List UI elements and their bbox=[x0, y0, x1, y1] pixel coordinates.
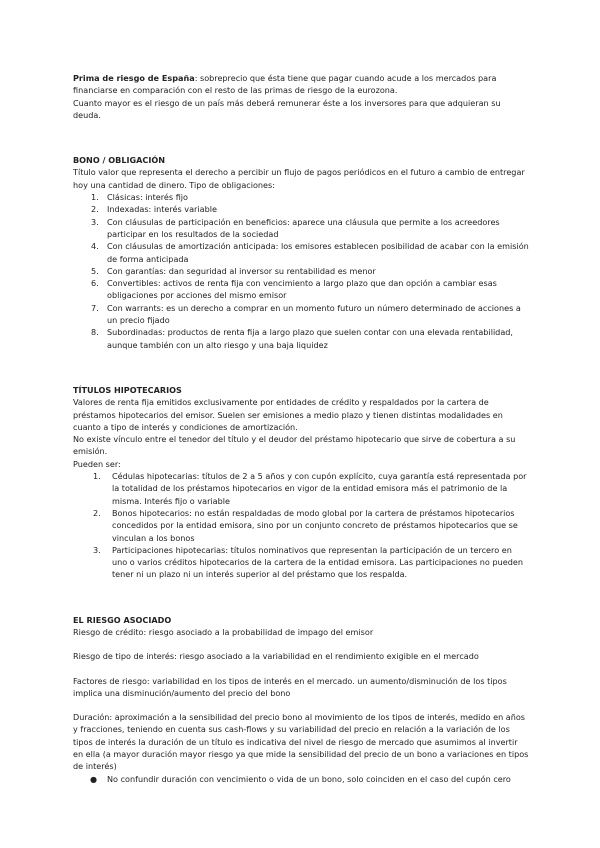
list-item-text: Bonos hipotecarios: no están respaldadas de modo global por la cartera de préstamos hipotecarios concedidos por la entidad emisora, sino por un conjunto concreto de préstamos hipotecarios que se vinculan a los bonos bbox=[112, 507, 518, 543]
list-item-text: Participaciones hipotecarias: títulos nominativos que representan la participación de un tercero en uno o varios créditos hipotecarios de la cartera de la entidad emisora. Las participaciones no pueden tener ni un plazo ni un interés superior al del préstamo que los respalda. bbox=[112, 544, 523, 580]
list-number: 2. bbox=[91, 204, 99, 215]
list-item bbox=[73, 203, 529, 215]
list-item bbox=[73, 326, 529, 351]
list-number: 6. bbox=[91, 278, 99, 289]
section-title-bono: BONO / OBLIGACIÓN bbox=[73, 155, 166, 166]
list-item bbox=[73, 470, 529, 507]
list-item-text: Con cláusulas de amortización anticipada: los emisores establecen posibilidad de acabar con la emisión de forma anticipada bbox=[107, 241, 529, 264]
list-number: 3. bbox=[91, 216, 99, 227]
list-item-text: No confundir duración con vencimiento o vida de un bono, solo coinciden en el caso del cupón cero bbox=[107, 773, 511, 784]
list-item-text: Convertibles: activos de renta fija con vencimiento a largo plazo que dan opción a cambiar esas obligaciones por acciones del mismo emisor bbox=[107, 278, 497, 301]
list-item-text: Con garantías: dan seguridad al inversor su rentabilidad es menor bbox=[107, 265, 376, 276]
list-item-text: Clásicas: interés fijo bbox=[107, 192, 189, 203]
section-title-titulos: TÍTULOS HIPOTECARIOS bbox=[73, 384, 182, 395]
section-title-riesgo: EL RIESGO ASOCIADO bbox=[73, 614, 172, 625]
list-item-text: Con warrants: es un derecho a comprar en un momento futuro un número determinado de acciones a un precio fijado bbox=[107, 302, 521, 326]
spacer bbox=[73, 351, 529, 384]
list-item-text: Con cláusulas de participación en beneficios: aparece una cláusula que permite a los acreedores participar en los resultados de la sociedad bbox=[107, 216, 500, 239]
intro-extra: Cuanto mayor es el riesgo de un país más deberá remunerar éste a los inversores para que adquieran su deuda. bbox=[73, 97, 501, 120]
list-item bbox=[73, 216, 529, 241]
spacer bbox=[73, 581, 529, 614]
spacer bbox=[73, 638, 529, 650]
list-item-text: Indexadas: interés variable bbox=[107, 204, 217, 215]
document-body bbox=[73, 72, 529, 785]
intro-definition: : sobreprecio que ésta tiene que pagar cuando acude a los mercados para financiarse en comparación con el resto de las primas de riesgo de la eurozona. bbox=[73, 73, 497, 96]
list-number: 2. bbox=[93, 507, 101, 518]
list-item bbox=[73, 277, 529, 302]
bullet-icon: ● bbox=[90, 773, 98, 784]
list-number: 1. bbox=[93, 471, 101, 482]
intro-term: Prima de riesgo de España bbox=[73, 73, 195, 83]
list-item bbox=[73, 773, 529, 785]
spacer bbox=[73, 699, 529, 711]
spacer bbox=[73, 663, 529, 675]
bono-description: Título valor que representa el derecho a percibir un flujo de pagos periódicos en el futuro a cambio de entregar hoy una cantidad de dinero. Tipo de obligaciones: bbox=[73, 167, 525, 190]
titulos-paragraph-3: Pueden ser: bbox=[73, 458, 121, 469]
spacer bbox=[73, 121, 529, 154]
list-number: 7. bbox=[91, 302, 99, 313]
bono-types-list bbox=[73, 191, 529, 351]
list-item bbox=[73, 265, 529, 277]
list-item-text: Cédulas hipotecarias: títulos de 2 a 5 años y con cupón explícito, cuya garantía está representada por la totalidad de los préstamos hipotecarios en vigor de la entidad emisora más el patrimonio de la misma. Interés fijo o variable bbox=[112, 471, 527, 506]
list-item bbox=[73, 240, 529, 265]
riesgo-tipo-interes: Riesgo de tipo de interés: riesgo asociado a la variabilidad en el rendimiento exigible en el mercado bbox=[73, 651, 479, 662]
riesgo-credito: Riesgo de crédito: riesgo asociado a la probabilidad de impago del emisor bbox=[73, 626, 374, 637]
list-item bbox=[73, 544, 529, 581]
list-number: 5. bbox=[91, 265, 99, 276]
titulos-paragraph-1: Valores de renta fija emitidos exclusivamente por entidades de crédito y respaldados por la cartera de préstamos hipotecarios del emisor. Suelen ser emisiones a medio plazo y tienen distintas modalidades en cuanto a tipo de interés y condiciones de amortización. bbox=[73, 397, 503, 432]
list-item-text: Subordinadas: productos de renta fija a largo plazo que suelen contar con una elevada rentabilidad, aunque también con un alto riesgo y una baja liquidez bbox=[107, 327, 513, 350]
titulos-paragraph-2: No existe vínculo entre el tenedor del título y el deudor del préstamo hipotecario que sirve de cobertura a su emisión. bbox=[73, 434, 516, 457]
list-number: 3. bbox=[93, 544, 101, 555]
intro-paragraph bbox=[73, 72, 529, 97]
list-number: 4. bbox=[91, 241, 99, 252]
list-number: 8. bbox=[91, 327, 99, 338]
list-item bbox=[73, 302, 529, 327]
riesgo-factores: Factores de riesgo: variabilidad en los tipos de interés en el mercado. un aumento/disminución de los tipos implica una disminución/aumento del precio del bono bbox=[73, 675, 507, 698]
riesgo-bullet-list bbox=[73, 773, 529, 785]
riesgo-duracion: Duración: aproximación a la sensibilidad del precio bono al movimiento de los tipos de interés, medido en años y fracciones, teniendo en cuenta sus cash-flows y su variabilidad del precio en relación a la variación de los tipos de interés la duración de un título es indicativa del nivel de riesgo de mercado que asumimos al invertir en ella (a mayor duración mayor riesgo ya que mide la sensibilidad del precio de un bono a variaciones en tipos de interés) bbox=[73, 712, 529, 772]
titulos-types-list bbox=[73, 470, 529, 581]
list-item bbox=[73, 191, 529, 203]
list-item bbox=[73, 507, 529, 544]
list-number: 1. bbox=[91, 192, 99, 203]
